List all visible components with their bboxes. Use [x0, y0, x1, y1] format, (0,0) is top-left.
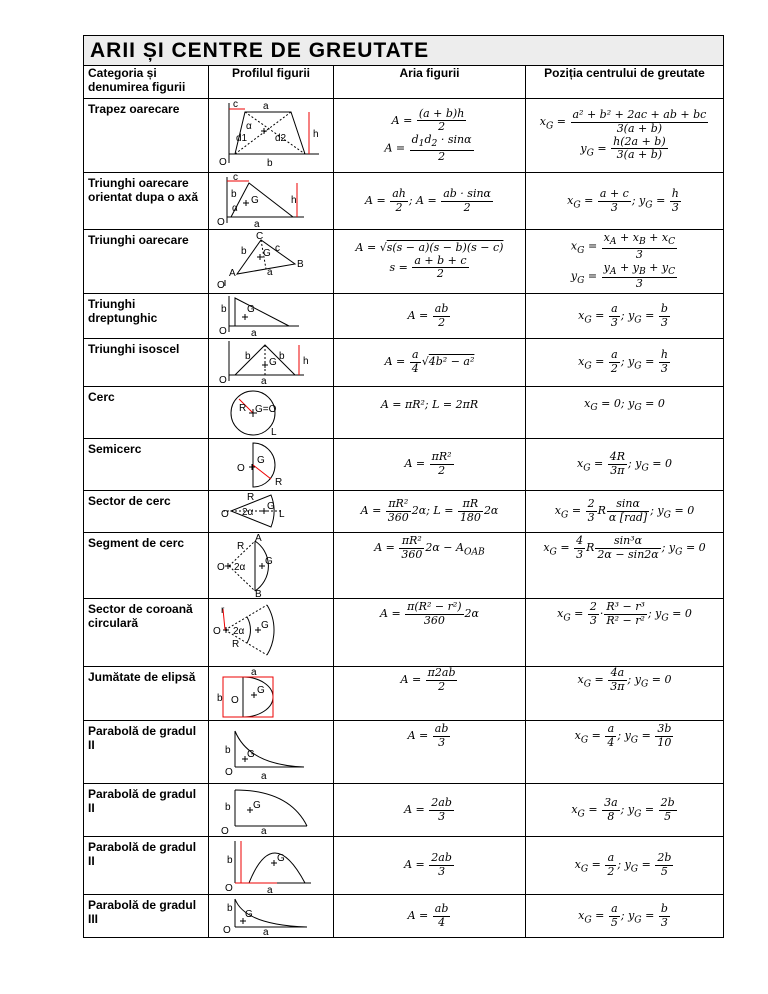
- figure-name: Triunghi isoscel: [84, 339, 209, 387]
- centroid-formula: $x_G$ = $\frac{4}{3}$ R $\frac{\text{sin³α}}{2\alpha - \sin 2\alpha}$ ; $y_G = 0$: [526, 533, 724, 599]
- centroid-formula: $x_G$ = $\frac{a}{4}$ ; $y_G$ = $\frac{3b}{10}$: [526, 721, 724, 784]
- figure-profile-circular-sector: [209, 491, 334, 533]
- area-formula: A = $\frac{ab}{4}$: [334, 895, 526, 938]
- label-l: L: [271, 427, 277, 438]
- label-a: a: [254, 219, 260, 229]
- figure-profile-triangle: [209, 230, 334, 294]
- table-row: [84, 99, 724, 173]
- label-b-point: B: [255, 589, 262, 598]
- label-origin: O: [223, 925, 231, 936]
- figure-name: Sector de coroană circulară: [84, 599, 209, 667]
- table-row: [84, 491, 724, 533]
- label-origin: O: [225, 767, 233, 778]
- centroid-formula: $x_G$ = $\frac{a}{2}$ ; $y_G$ = $\frac{h}{3}$: [526, 339, 724, 387]
- area-formula: A = $\frac{\text{π(R² − r²)}}{360}$ 2α: [334, 599, 526, 667]
- trapezoid-diagram: [209, 99, 334, 172]
- header-area: Aria figurii: [334, 66, 526, 99]
- area-formula: A = $\frac{ab}{2}$: [334, 294, 526, 339]
- figure-profile-trapezoid: [209, 99, 334, 173]
- figure-name: Semicerc: [84, 439, 209, 491]
- label-origin: O: [221, 509, 229, 520]
- figure-name: Cerc: [84, 387, 209, 439]
- page-title: ARII ȘI CENTRE DE GREUTATE: [84, 36, 724, 66]
- label-g: G: [277, 853, 285, 864]
- figure-profile-annular-sector: [209, 599, 334, 667]
- circular-sector-diagram: [209, 491, 334, 532]
- label-alpha: α: [232, 203, 238, 214]
- figure-profile-half-ellipse: [209, 667, 334, 721]
- label-b: b: [241, 246, 247, 257]
- figure-profile-parabola-2c: [209, 837, 334, 895]
- label-a: a: [267, 885, 273, 894]
- table-row: [84, 533, 724, 599]
- figure-name: Triunghi dreptunghic: [84, 294, 209, 339]
- label-c-vertex: C: [256, 231, 264, 242]
- figure-name: Parabolă de gradul III: [84, 895, 209, 938]
- label-l: L: [279, 509, 285, 520]
- figure-name: Segment de cerc: [84, 533, 209, 599]
- figure-name: Trapez oarecare: [84, 99, 209, 173]
- figure-profile-parabola-2a: [209, 721, 334, 784]
- label-a-vertex: A: [229, 268, 236, 279]
- centroid-formula: $x_G$ = $\frac{3a}{8}$ ; $y_G$ = $\frac{2b}{5}$: [526, 784, 724, 837]
- parabola-3-diagram: [209, 895, 334, 937]
- table-row: [84, 667, 724, 721]
- label-g: G: [253, 800, 261, 811]
- figure-profile-parabola-3: [209, 895, 334, 938]
- parabola-2a-diagram: [209, 721, 334, 783]
- centroid-table-sheet: [83, 35, 723, 937]
- area-formula: A = $\frac{2ab}{3}$: [334, 784, 526, 837]
- circle-diagram: [209, 387, 334, 438]
- label-b: b: [227, 903, 233, 914]
- parabola-2c-diagram: [209, 837, 334, 894]
- figure-profile-circle: [209, 387, 334, 439]
- figure-name: Jumătate de elipsă: [84, 667, 209, 721]
- label-b: b: [225, 802, 231, 813]
- header-profile: Profilul figurii: [209, 66, 334, 99]
- centroid-formula: $x_G$ = $\frac{\text{a² + b² + 2ac + ab + bc}}{3(a + b)}$ $y_G$ = $\frac{h(2a + b)}{3(a + b)}$: [526, 99, 724, 173]
- centroid-formula: $x_G$ = $\frac{x_A + x_B + x_C}{3}$ $y_G$ = $\frac{y_A + y_B + y_C}{3}$: [526, 230, 724, 294]
- label-origin: O: [217, 217, 225, 228]
- area-formula: A = $\frac{a}{4}$ √4b² − a²: [334, 339, 526, 387]
- header-category: Categoria și denumirea figurii: [84, 66, 209, 99]
- label-g-o: G=O: [255, 404, 277, 415]
- label-g: G: [247, 304, 255, 315]
- annular-sector-diagram: [209, 599, 334, 666]
- figure-profile-oriented-triangle: [209, 173, 334, 230]
- area-formula: A = πR²; L = 2πR: [334, 387, 526, 439]
- label-r-inner: r: [221, 605, 225, 616]
- centroid-formula: $x_G$ = $\frac{2}{3}$ · $\frac{\text{R³ − r³}}{\text{R² − r²}}$ ; $y_G = 0$: [526, 599, 724, 667]
- label-b: b: [231, 189, 237, 200]
- figure-name: Triunghi oarecare: [84, 230, 209, 294]
- centroid-table: [83, 35, 724, 938]
- area-formula: A = $\frac{\pi 2ab}{2}$: [334, 667, 526, 721]
- label-a: a: [251, 667, 257, 678]
- area-formula: A = $\frac{(a + b)h}{2}$ A = $\frac{d_1d_2 \cdot \sin\alpha}{2}$: [334, 99, 526, 173]
- label-2alpha: 2α: [233, 626, 245, 637]
- table-row: [84, 599, 724, 667]
- label-2alpha: 2α: [242, 507, 254, 518]
- label-origin: O: [225, 883, 233, 894]
- label-a: a: [263, 927, 269, 937]
- label-d2: d2: [275, 133, 287, 144]
- label-h: h: [291, 195, 297, 206]
- parabola-2b-diagram: [209, 784, 334, 836]
- header-row: [84, 66, 724, 99]
- centroid-formula: $x_G$ = $\frac{4R}{3\pi}$ ; $y_G = 0$: [526, 439, 724, 491]
- circular-segment-diagram: [209, 533, 334, 598]
- figure-profile-parabola-2b: [209, 784, 334, 837]
- label-origin: O: [219, 326, 227, 337]
- label-g: G: [269, 357, 277, 368]
- triangle-diagram: [209, 230, 334, 293]
- label-2alpha: 2α: [234, 562, 246, 573]
- figure-name: Sector de cerc: [84, 491, 209, 533]
- label-g: G: [245, 909, 253, 920]
- label-b: b: [221, 304, 227, 315]
- label-a: a: [263, 101, 269, 112]
- label-b-left: b: [245, 351, 251, 362]
- figure-name: Parabolă de gradul II: [84, 784, 209, 837]
- right-triangle-diagram: [209, 294, 334, 338]
- table-row: [84, 230, 724, 294]
- centroid-formula: $x_G$ = $\frac{4a}{3\pi}$ ; $y_G = 0$: [526, 667, 724, 721]
- label-h: h: [313, 129, 319, 140]
- label-g: G: [247, 749, 255, 760]
- centroid-formula: $x_G$ = $\frac{a + c}{3}$ ; $y_G$ = $\frac{h}{3}$: [526, 173, 724, 230]
- figure-profile-semicircle: [209, 439, 334, 491]
- area-formula: A = √s(s − a)(s − b)(s − c) s = $\frac{a + b + c}{2}$: [334, 230, 526, 294]
- table-row: [84, 784, 724, 837]
- area-formula: A = $\frac{ab}{3}$: [334, 721, 526, 784]
- semicircle-diagram: [209, 439, 334, 490]
- label-origin: O: [219, 375, 227, 386]
- centroid-formula: $x_G$ = $\frac{a}{3}$ ; $y_G$ = $\frac{b}{3}$: [526, 294, 724, 339]
- label-b: b: [267, 158, 273, 169]
- label-origin: O: [217, 562, 225, 573]
- table-row: [84, 439, 724, 491]
- table-row: [84, 895, 724, 938]
- label-g: G: [261, 620, 269, 631]
- label-b: b: [217, 693, 223, 704]
- label-a-point: A: [255, 533, 262, 544]
- table-row: [84, 173, 724, 230]
- label-alpha: α: [246, 121, 252, 132]
- label-b-right: b: [279, 351, 285, 362]
- label-c: c: [233, 173, 238, 183]
- centroid-formula: $x_G$ = $\frac{2}{3}$ R $\frac{\sin\alpha}{\text{α [rad]}}$ ; $y_G = 0$: [526, 491, 724, 533]
- figure-profile-right-triangle: [209, 294, 334, 339]
- table-row: [84, 339, 724, 387]
- label-origin: O: [221, 826, 229, 836]
- label-g: G: [265, 556, 273, 567]
- label-r-outer: R: [232, 639, 240, 650]
- label-h: h: [303, 356, 309, 367]
- area-formula: A = $\frac{\text{πR²}}{360}$ 2α; L = $\frac{\pi R}{180}$ 2α: [334, 491, 526, 533]
- label-d1: d1: [236, 133, 248, 144]
- figure-name: Parabolă de gradul II: [84, 721, 209, 784]
- label-b: b: [225, 745, 231, 756]
- centroid-formula: $x_G$ = $\frac{a}{5}$ ; $y_G$ = $\frac{b}{3}$: [526, 895, 724, 938]
- label-origin: O: [231, 695, 239, 706]
- centroid-formula: $x_G$ = $\frac{a}{2}$ ; $y_G$ = $\frac{2b}{5}$: [526, 837, 724, 895]
- label-origin: O: [237, 463, 245, 474]
- label-r: R: [275, 477, 283, 488]
- area-formula: A = $\frac{ah}{2}$ ; A = $\frac{ab \cdot \sin\alpha}{2}$: [334, 173, 526, 230]
- table-row: [84, 387, 724, 439]
- isosceles-diagram: [209, 339, 334, 386]
- label-a: a: [261, 376, 267, 386]
- label-b: b: [227, 855, 233, 866]
- label-a: a: [267, 267, 273, 278]
- figure-name: Parabolă de gradul II: [84, 837, 209, 895]
- label-a: a: [261, 826, 267, 836]
- label-r: R: [247, 492, 255, 503]
- header-centroid: Poziția centrului de greutate: [526, 66, 724, 99]
- label-origin: O: [213, 626, 221, 637]
- figure-profile-circular-segment: [209, 533, 334, 599]
- figure-name: Triunghi oarecare orientat dupa o axă: [84, 173, 209, 230]
- figure-profile-isosceles: [209, 339, 334, 387]
- label-g: G: [263, 248, 271, 259]
- table-row: [84, 721, 724, 784]
- label-r: R: [239, 403, 247, 414]
- label-c: c: [275, 243, 280, 254]
- label-origin: O: [217, 280, 225, 291]
- table-row: [84, 837, 724, 895]
- label-g: G: [251, 195, 259, 206]
- area-formula: A = $\frac{\text{πR²}}{2}$: [334, 439, 526, 491]
- label-a: a: [251, 328, 257, 338]
- table-row: [84, 294, 724, 339]
- label-g: G: [257, 685, 265, 696]
- area-formula: A = $\frac{2ab}{3}$: [334, 837, 526, 895]
- label-r: R: [237, 541, 245, 552]
- label-c: c: [233, 99, 238, 110]
- label-origin: O: [219, 157, 227, 168]
- label-g: G: [257, 455, 265, 466]
- label-g: G: [267, 501, 275, 512]
- label-b-vertex: B: [297, 259, 304, 270]
- centroid-formula: $x_G = 0$; $y_G = 0$: [526, 387, 724, 439]
- label-a: a: [261, 771, 267, 782]
- half-ellipse-diagram: [209, 667, 334, 720]
- oriented-triangle-diagram: [209, 173, 334, 229]
- area-formula: A = $\frac{\text{πR²}}{360}$ $2\alpha - A_{OAB}$: [334, 533, 526, 599]
